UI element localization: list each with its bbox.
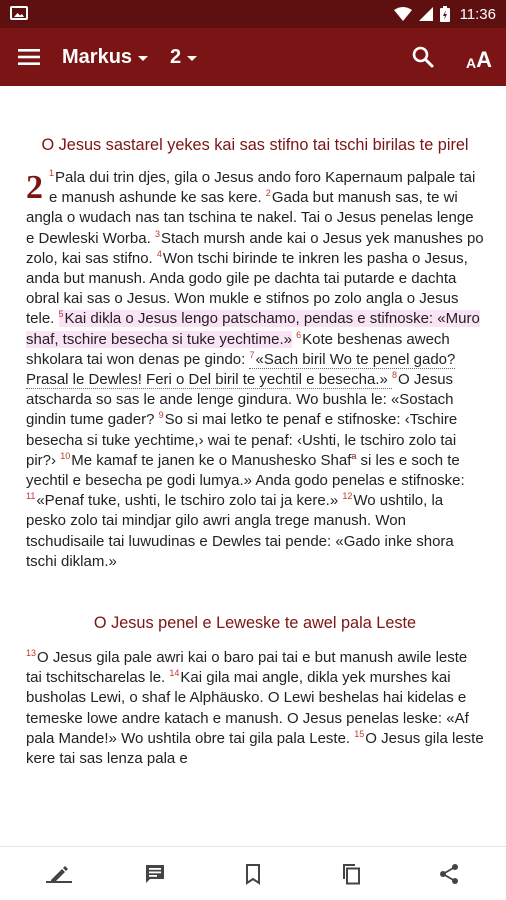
comment-icon xyxy=(144,863,166,885)
verse-number[interactable]: 11 xyxy=(26,491,36,502)
search-button[interactable] xyxy=(408,42,438,72)
verse-number[interactable]: 12 xyxy=(342,491,353,502)
menu-button[interactable] xyxy=(12,41,46,73)
scripture-content[interactable] xyxy=(0,86,506,846)
status-time: 11:36 xyxy=(459,5,496,23)
share-button[interactable] xyxy=(436,861,462,887)
font-size-button[interactable] xyxy=(462,42,496,72)
search-icon xyxy=(408,42,438,72)
verse-text[interactable]: So si mai letko te penaf e stifnoske: ‹Tschire besecha si tuke yechtime,› wai te penaf: ‹Ushti, le tschiro zolo tai pir?› xyxy=(26,411,458,469)
status-bar xyxy=(0,0,506,28)
section-heading: O Jesus sastarel yekes kai sas stifno tai tschi birilas te pirel xyxy=(41,136,469,154)
verse-text[interactable]: Stach mursh ande kai o Jesus yek manushes po zolo, kai sas stifno. xyxy=(26,229,484,267)
scripture-paragraph xyxy=(26,648,484,769)
battery-icon xyxy=(440,6,450,22)
book-dropdown-icon xyxy=(138,56,148,61)
footnote-marker[interactable]: a xyxy=(351,450,357,461)
verse-number[interactable]: 7 xyxy=(249,349,255,360)
verse-text[interactable]: si les e soch te yechtil e besecha pe godi lumya.» Anda godo penelas e stifnoske: xyxy=(26,451,465,490)
active-tab-indicator xyxy=(46,881,72,883)
verse-number[interactable]: 13 xyxy=(26,648,37,659)
bookmark-icon xyxy=(242,863,264,885)
verse-number[interactable]: 2 xyxy=(265,188,271,199)
scripture-paragraph xyxy=(26,168,484,572)
verse-text[interactable]: Won tschi birinde te inkren les pasha o Jesus, anda but manush. Anda godo gile pe dachta tai putarde e dachta obral kai sas o Jesus. Won mukle e stifnos po zolo angla o Jesus tele. xyxy=(26,249,468,328)
book-selector[interactable] xyxy=(62,28,148,86)
status-icons xyxy=(394,0,496,28)
chapter-selector[interactable] xyxy=(170,28,197,86)
note-button[interactable] xyxy=(142,861,168,887)
hamburger-menu-icon xyxy=(18,49,40,65)
verse-text[interactable]: Wo ushtilo, la pesko zolo tai mindjar gilo awri angla trege manush. Won tschudisaile tai luwudinas e Dewles tai pende: «Gado inke shora tschi diklam.» xyxy=(26,492,454,570)
verse-text[interactable]: O Jesus gila pale awri kai o baro pai tai e but manush awile leste tai tschitscharelas le. xyxy=(26,649,468,687)
verse-number[interactable]: 6 xyxy=(296,329,302,340)
app-toolbar xyxy=(0,28,506,86)
chapter-number-label: 2 xyxy=(170,45,182,68)
verse-number[interactable]: 1 xyxy=(49,168,55,178)
verse-text[interactable]: O Jesus gila leste kere tai sas lenza pala e xyxy=(26,729,484,768)
verse-number[interactable]: 5 xyxy=(58,309,64,320)
verse-number[interactable]: 4 xyxy=(156,248,162,259)
share-icon xyxy=(438,863,460,885)
verse-number[interactable]: 15 xyxy=(354,728,365,739)
verse-number[interactable]: 3 xyxy=(154,228,160,239)
bottom-action-bar xyxy=(0,846,506,900)
verse-text[interactable]: Pala dui trin djes, gila o Jesus ando foro Kapernaum palpale tai e manush ashunde ke sas kere. xyxy=(49,169,476,207)
verse-number[interactable]: 10 xyxy=(60,450,71,461)
wifi-icon xyxy=(394,7,412,21)
highlight-button[interactable] xyxy=(46,861,72,887)
verse-number[interactable]: 8 xyxy=(392,370,398,381)
chapter-number: 2 xyxy=(26,169,43,206)
section-heading: O Jesus penel e Leweske te awel pala Leste xyxy=(93,614,417,633)
verse-text[interactable]: Kai gila mai angle, dikla yek murshes kai busholas Lewi, o shaf le Alphäusko. O Lewi beshelas hai kidelas e temeske lowe andre katach e manush. O Jesus penelas leske: «Af pala Mande!» Wo ushtila obre tai gila pala Leste. xyxy=(26,669,469,747)
font-size-icon: A A xyxy=(465,47,492,72)
verse-text[interactable]: O Jesus atscharda so sas le ande lenge gindura. Wo bushla le: «Sostach gindin tume gader? xyxy=(26,371,454,429)
verse-text[interactable]: Kai dikla o Jesus lengo patschamo, pendas e stifnoske: «Muro shaf, tschire besecha si tuke yechtime.» xyxy=(26,310,480,348)
chapter-dropdown-icon xyxy=(187,56,197,61)
verse-text[interactable]: Me kamaf te janen ke o Manushesko Shaf xyxy=(71,451,352,469)
signal-icon xyxy=(419,7,433,21)
bookmark-button[interactable] xyxy=(240,861,266,887)
verse-text[interactable]: Kote beshenas awech shkolara tai won denas pe gindo: xyxy=(26,330,450,368)
gallery-notification-icon xyxy=(10,6,28,20)
book-name: Markus xyxy=(62,45,133,68)
verse-text[interactable]: Gada but manush sas, te wi angla o wudach nas tan tschina te nakel. Tai o Jesus penelas lenge e Dewleski Worba. xyxy=(26,189,474,247)
verse-number[interactable]: 9 xyxy=(158,410,164,421)
verse-text[interactable]: «Sach biril Wo te penel gado? Prasal le Dewles! Feri o Del biril te yechtil e besecha.» xyxy=(26,350,456,389)
verse-number[interactable]: 14 xyxy=(169,668,180,679)
copy-icon xyxy=(340,863,362,885)
verse-text[interactable]: «Penaf tuke, ushti, le tschiro zolo tai ja kere.» xyxy=(36,492,343,510)
copy-button[interactable] xyxy=(338,861,364,887)
